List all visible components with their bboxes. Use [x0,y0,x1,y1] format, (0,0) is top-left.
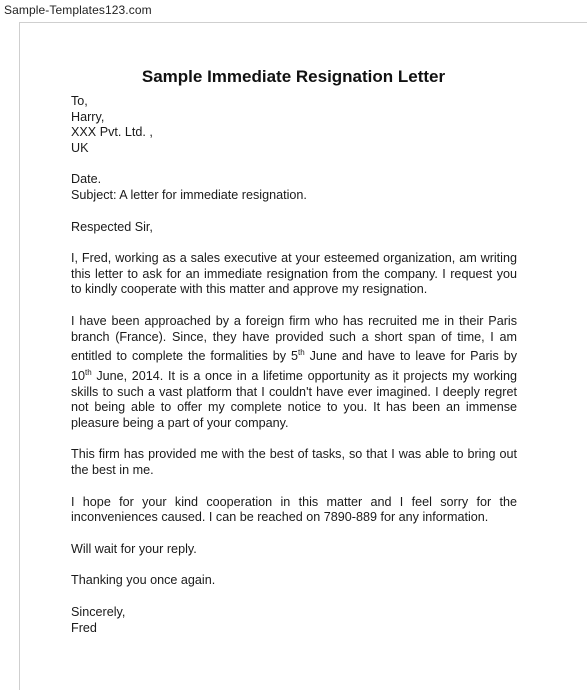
paragraph-intent: I, Fred, working as a sales executive at your esteemed organization, am writing this letter to ask for an immediate resignation from the company. I request you to kindly cooperate with this matter and approve my resignation. [71,251,517,297]
ordinal-suffix: th [85,367,92,377]
address-line: To, [71,94,88,108]
closing-block [71,605,517,636]
salutation: Respected Sir, [71,219,153,234]
closing-text: Sincerely, [71,605,126,620]
watermark-text: Sample-Templates123.com [4,3,152,17]
paragraph-reply: Will wait for your reply. [71,541,197,556]
subject-line: Subject: A letter for immediate resignation. [71,187,307,202]
date-label: Date. [71,172,102,187]
paragraph-thanks: Thanking you once again. [71,573,216,588]
date-subject [71,172,517,203]
address-line: Harry, [71,109,105,124]
address-line: XXX Pvt. Ltd. , [71,125,153,140]
paragraph-reason [71,314,517,432]
paragraph-contact: I hope for your kind cooperation in this matter and I feel sorry for the inconveniences caused. I can be reached on 7890-889 for any information. [71,494,517,525]
page-title: Sample Immediate Resignation Letter [141,67,446,86]
reason-text: June and have to leave for Paris by 10 [71,349,517,384]
address-line: UK [71,140,89,155]
ordinal-suffix: th [297,348,305,358]
letter-body [71,94,517,636]
recipient-address [71,94,517,156]
reason-text: June, 2014. It is a once in a lifetime opportunity as it projects my working skills to such a vast platform that I couldn't have ever imagined. I deeply regret not being able to offer my complete notice to you. It has been an immense pleasure being a part of your company. [71,369,517,430]
signature-name: Fred [71,620,97,635]
reason-text: I have been approached by a foreign firm who has recruited me in their Paris branch (France). Since, they have provided such a short span of time, I am entitled to complete the formalities by 5 [71,313,517,364]
paragraph-gratitude: This firm has provided me with the best of tasks, so that I was able to bring out the best in me. [71,447,517,478]
